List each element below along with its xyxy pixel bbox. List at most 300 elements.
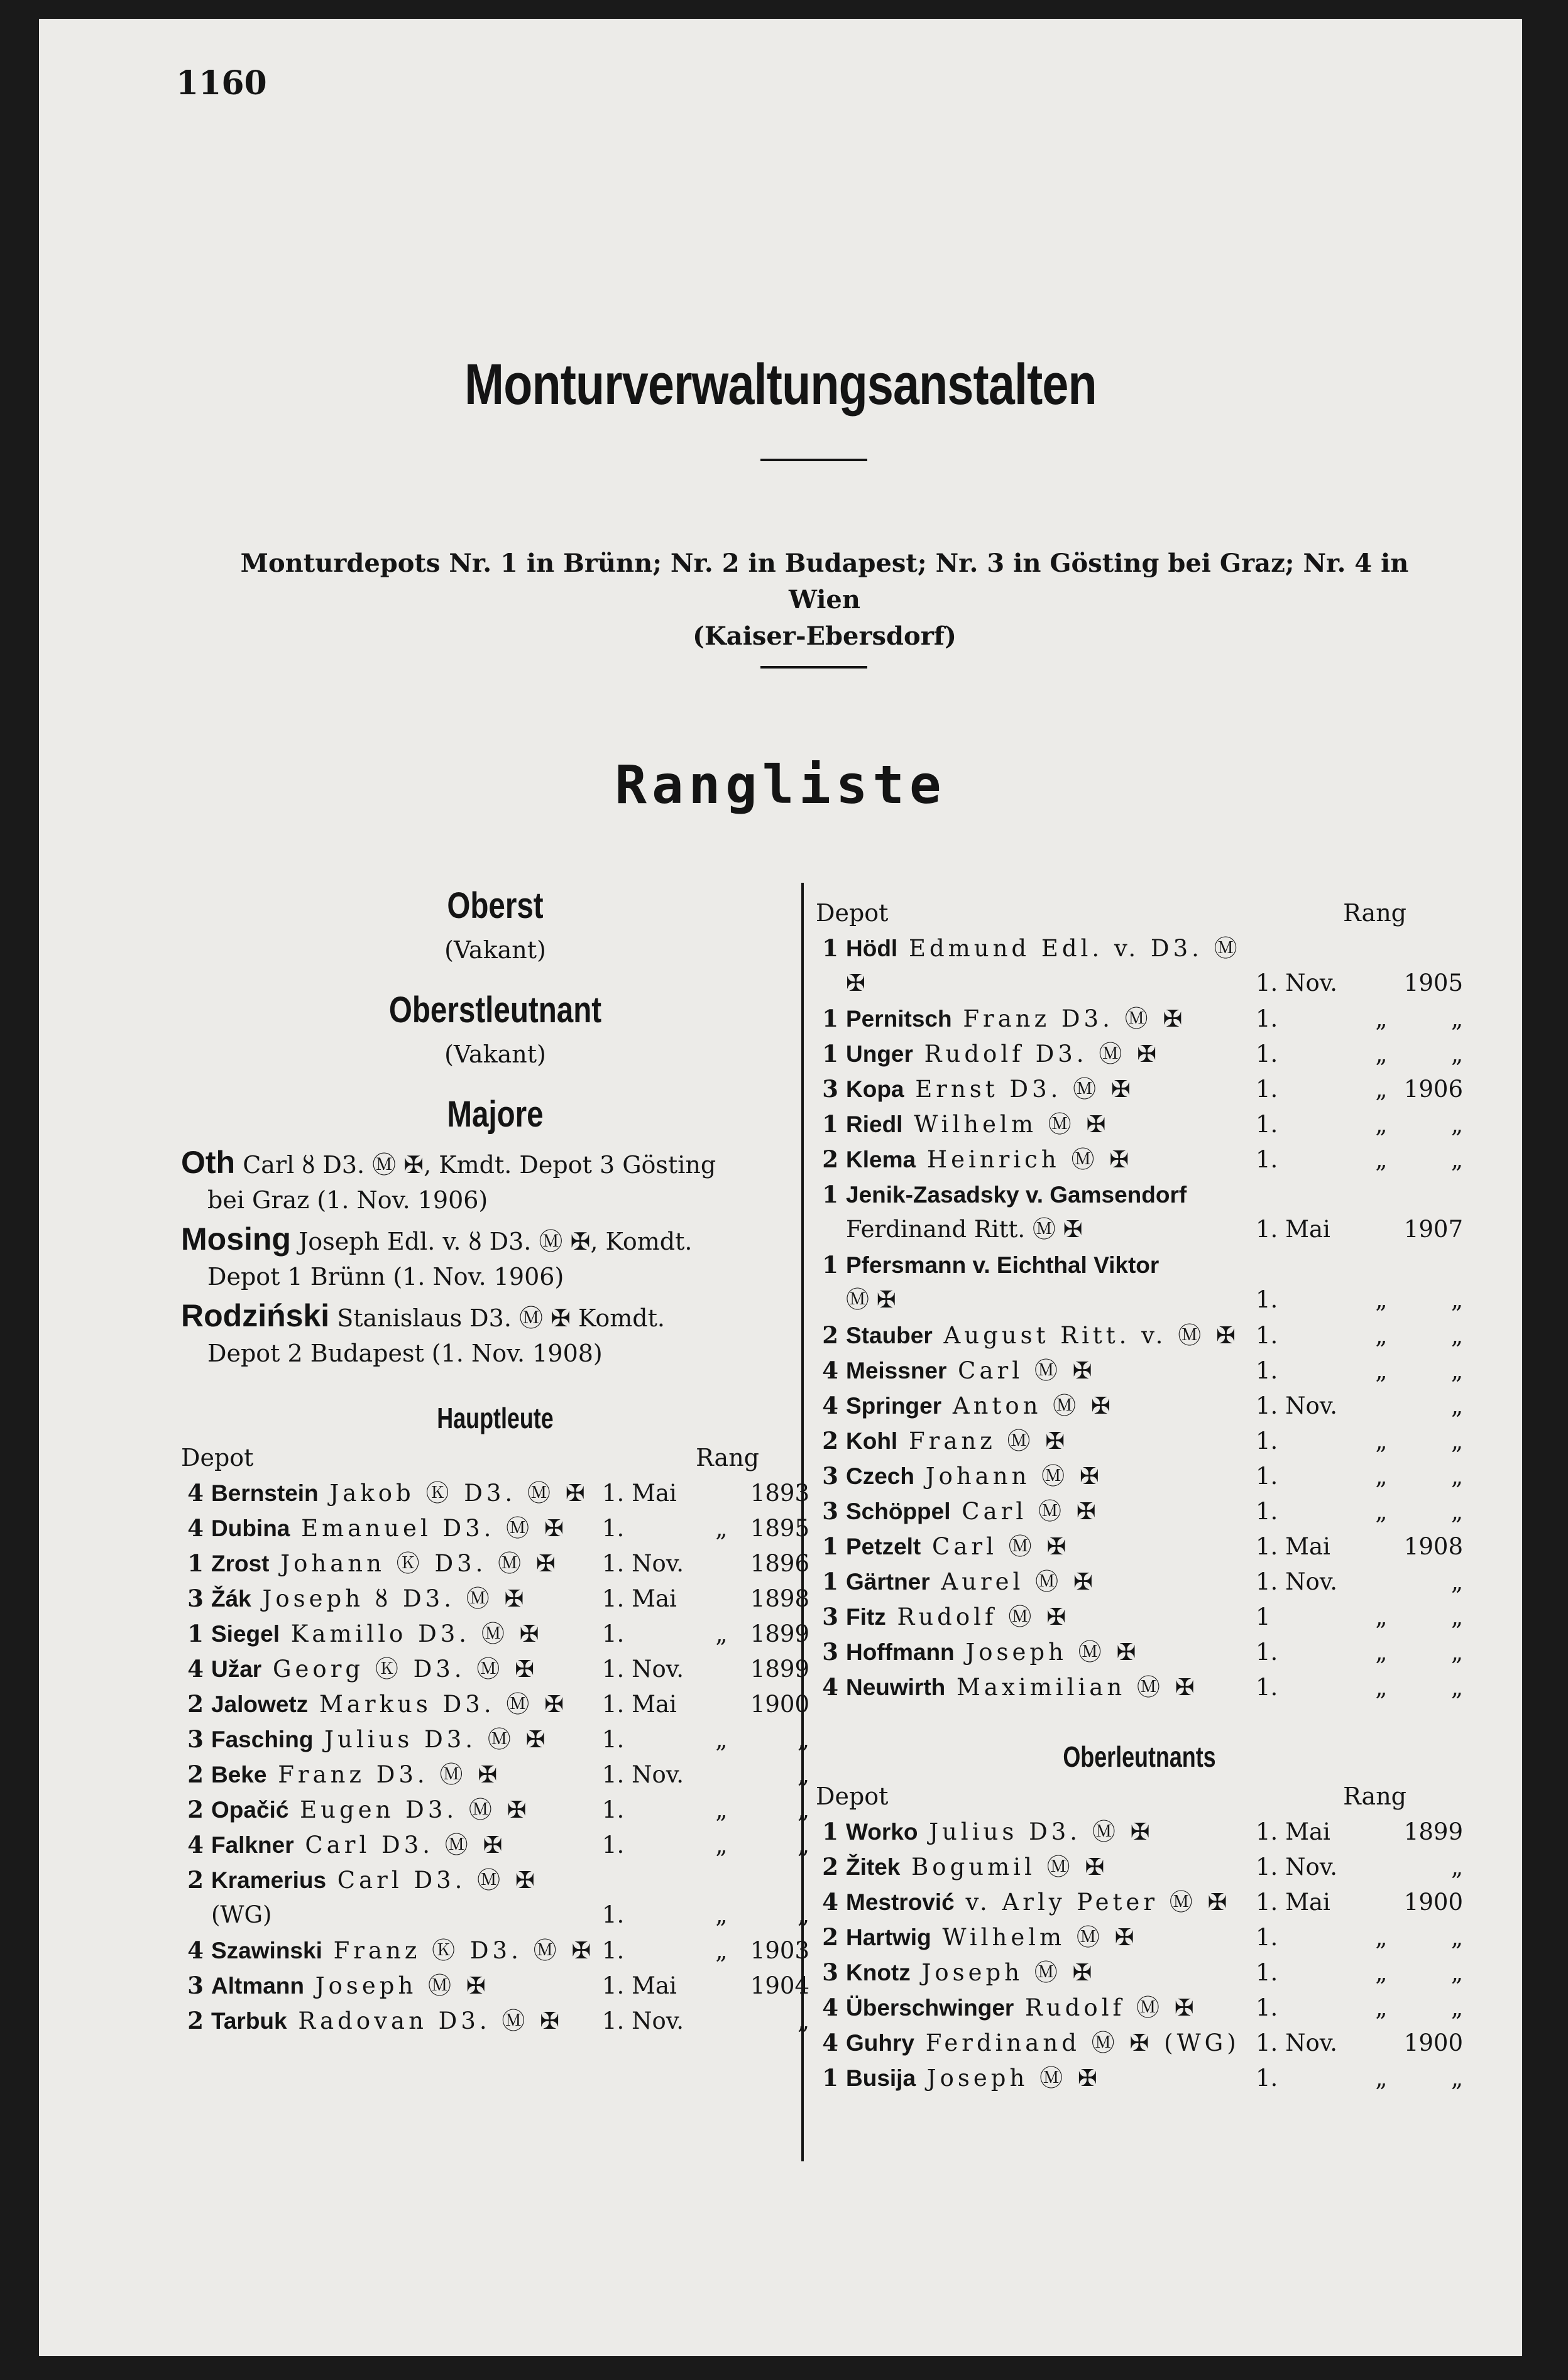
- officer-details: Wilhelm Ⓜ ✠: [931, 1924, 1138, 1951]
- officer-surname: Jalowetz: [211, 1691, 309, 1717]
- officer-surname: Zrost: [211, 1551, 270, 1576]
- ditto-mark: „: [1375, 1924, 1388, 1951]
- ditto-mark: „: [1375, 1146, 1388, 1173]
- rank-year: 1900: [1403, 1889, 1463, 1916]
- ditto-mark: „: [715, 1620, 728, 1647]
- rank-year: „: [797, 2007, 809, 2034]
- depot-number: 2: [187, 1866, 204, 1894]
- officer-surname: Szawinski: [211, 1938, 322, 1963]
- officer-details: Wilhelm Ⓜ ✠: [902, 1111, 1110, 1138]
- depot-number: 4: [822, 1356, 838, 1384]
- rank-date: 1. Mai: [602, 1480, 677, 1507]
- list-item: [816, 1036, 1463, 1071]
- officer-surname: Worko: [846, 1819, 918, 1845]
- list-item: [816, 1458, 1463, 1493]
- ditto-mark: „: [1375, 1111, 1388, 1138]
- officer-details: Rudolf D3. Ⓜ ✠: [913, 1040, 1161, 1067]
- page-title: Monturverwaltungsanstalten: [464, 352, 1097, 417]
- majore-list: [181, 1145, 809, 1371]
- continuation-text: Ⓜ ✠: [846, 1286, 896, 1313]
- depot-header: Depot: [816, 899, 889, 927]
- ditto-mark: „: [1375, 1639, 1388, 1666]
- list-item: [816, 1423, 1463, 1458]
- officer-name: [846, 1318, 1256, 1353]
- depot-number: 4: [187, 1479, 204, 1507]
- list-item-continuation: [816, 966, 1463, 1001]
- officer-name: [846, 1990, 1256, 2026]
- rank-year: „: [1450, 1853, 1463, 1881]
- officer-name: [211, 1933, 602, 1968]
- officer-details: Heinrich Ⓜ ✠: [916, 1146, 1133, 1173]
- list-item: [816, 1318, 1463, 1353]
- list-item: [181, 1616, 809, 1651]
- rank-date: 1.: [1256, 2065, 1278, 2092]
- depot-number: 4: [822, 1994, 838, 2021]
- officer-details: Joseph ȣ D3. Ⓜ ✠: [251, 1585, 528, 1612]
- rank-date: 1. Mai: [1256, 1889, 1330, 1916]
- officer-surname: Dubina: [211, 1515, 290, 1541]
- officer-details: Joseph Ⓜ ✠: [954, 1639, 1140, 1666]
- list-item: [181, 1933, 809, 1968]
- rank-year: „: [1450, 1040, 1463, 1067]
- rank-date: 1. Nov.: [1256, 1568, 1337, 1595]
- rank-date: 1.: [602, 1620, 625, 1647]
- rank-date: 1. Mai: [602, 1585, 677, 1612]
- officer-surname: Altmann: [211, 1973, 304, 1999]
- rank-year: „: [1450, 1603, 1463, 1630]
- depot-number: 1: [187, 1620, 204, 1647]
- officer-details: Rudolf Ⓜ ✠: [885, 1603, 1070, 1630]
- rank-year: 1905: [1403, 969, 1463, 996]
- officer-name: [846, 1353, 1256, 1389]
- depot-number: 4: [187, 1936, 204, 1964]
- officer-surname: Kohl: [846, 1428, 898, 1454]
- rank-date: 1.: [602, 1937, 625, 1964]
- hauptleute-continued-list: [816, 931, 1463, 1705]
- rank-year: 1900: [1403, 2029, 1463, 2056]
- ditto-mark: „: [1375, 1498, 1388, 1525]
- major-details: Carl ȣ D3. Ⓜ ✠, Kmdt. Depot 3 Gösting: [243, 1151, 716, 1179]
- depot-number: 3: [822, 1462, 838, 1490]
- rank-date: 1. Nov.: [1256, 2029, 1337, 2056]
- ditto-mark: „: [715, 1901, 728, 1928]
- rank-year: 1900: [750, 1691, 809, 1718]
- oberstleutnant-note: (Vakant): [444, 1040, 546, 1068]
- rank-year: „: [1450, 1427, 1463, 1455]
- depot-number: 2: [187, 2007, 204, 2034]
- officer-surname: Schöppel: [846, 1498, 951, 1524]
- rank-date: 1.: [1256, 1357, 1278, 1384]
- list-item: [816, 2025, 1463, 2060]
- officer-name: [846, 1459, 1256, 1494]
- officer-surname: Tarbuk: [211, 2008, 287, 2034]
- depot-number: 3: [187, 1585, 204, 1612]
- rank-year: 1893: [750, 1480, 809, 1507]
- right-column: [816, 895, 1463, 2095]
- depot-number: 2: [187, 1796, 204, 1823]
- oberst-heading: Oberst: [447, 885, 544, 926]
- officer-details: August Ritt. v. Ⓜ ✠: [932, 1322, 1239, 1349]
- list-item: [816, 1142, 1463, 1177]
- rank-date: 1.: [1256, 1674, 1278, 1701]
- officer-name: [211, 1863, 602, 1898]
- rank-date: 1.: [602, 1901, 625, 1928]
- right-column-header: [816, 895, 1463, 931]
- rank-year: 1898: [750, 1585, 809, 1612]
- list-item: [816, 1001, 1463, 1036]
- ditto-mark: „: [1375, 1427, 1388, 1455]
- list-item: [181, 1722, 809, 1757]
- officer-details: Eugen D3. Ⓜ ✠: [288, 1796, 530, 1823]
- list-item: [816, 1564, 1463, 1599]
- rank-year: „: [1450, 1959, 1463, 1986]
- depot-number: 4: [187, 1514, 204, 1542]
- rank-date: 1.: [1256, 1924, 1278, 1951]
- list-item: [181, 1968, 809, 2003]
- rank-year: „: [797, 1726, 809, 1753]
- depot-number: 1: [822, 1818, 838, 1845]
- officer-surname: Springer: [846, 1393, 942, 1419]
- ditto-mark: „: [1375, 1674, 1388, 1701]
- rank-date: 1. Nov.: [602, 1550, 684, 1577]
- ditto-mark: „: [1375, 1040, 1388, 1067]
- officer-surname: Siegel: [211, 1621, 280, 1647]
- officer-details: Franz D3. Ⓜ ✠: [951, 1005, 1187, 1032]
- rank-year: 1896: [750, 1550, 809, 1577]
- rank-date: 1.: [1256, 1322, 1278, 1349]
- officer-name: [211, 1968, 602, 2004]
- list-item: [816, 1955, 1463, 1990]
- officer-surname: Opačić: [211, 1797, 289, 1823]
- rank-year: „: [1450, 1357, 1463, 1384]
- depot-number: 1: [822, 934, 838, 962]
- oberstleutnant-heading: Oberstleutnant: [388, 990, 602, 1030]
- list-item: [181, 1686, 809, 1722]
- depot-number: 1: [822, 1532, 838, 1560]
- oberst-note: (Vakant): [444, 936, 546, 964]
- depot-number: 2: [187, 1760, 204, 1788]
- rank-year: „: [1450, 1146, 1463, 1173]
- rank-date: 1.: [1256, 1005, 1278, 1032]
- officer-surname: Guhry: [846, 2030, 914, 2056]
- major-entry: [181, 1298, 809, 1371]
- officer-details: Ernst D3. Ⓜ ✠: [904, 1076, 1134, 1103]
- officer-name: [211, 1687, 602, 1722]
- ditto-mark: „: [1375, 1603, 1388, 1630]
- rank-date: 1. Mai: [1256, 1533, 1330, 1560]
- depot-number: 4: [187, 1655, 204, 1683]
- officer-name: [846, 1248, 1256, 1283]
- officer-details: Bogumil Ⓜ ✠: [900, 1853, 1109, 1881]
- depot-number: 1: [822, 1251, 838, 1279]
- officer-details: Joseph Ⓜ ✠: [916, 2065, 1101, 2092]
- list-item: [816, 1529, 1463, 1564]
- list-item: [181, 1792, 809, 1827]
- rang-header: Rang: [696, 1444, 759, 1471]
- rank-year: „: [797, 1831, 809, 1859]
- rank-date: 1.: [602, 1726, 625, 1753]
- rang-header: Rang: [1343, 899, 1406, 927]
- rank-year: „: [1450, 1286, 1463, 1313]
- rank-date: 1.: [1256, 1639, 1278, 1666]
- officer-name: [846, 1670, 1256, 1705]
- list-item: [816, 1493, 1463, 1529]
- rank-year: „: [1450, 1924, 1463, 1951]
- rank-date: 1.: [602, 1515, 625, 1542]
- ditto-mark: „: [715, 1515, 728, 1542]
- depot-number: 1: [822, 1040, 838, 1067]
- list-item: [816, 1919, 1463, 1955]
- officer-name: [211, 1581, 602, 1617]
- officer-surname: Neuwirth: [846, 1674, 946, 1700]
- ditto-mark: „: [1375, 1322, 1388, 1349]
- depot-number: 3: [822, 1497, 838, 1525]
- major-details: Stanislaus D3. Ⓜ ✠ Komdt.: [337, 1304, 665, 1332]
- rank-date: 1. Nov.: [602, 1761, 684, 1788]
- ditto-mark: „: [1375, 1286, 1388, 1313]
- officer-surname: Užar: [211, 1656, 262, 1682]
- officer-name: [846, 1564, 1256, 1600]
- officer-name: [846, 1037, 1256, 1072]
- officer-details: Joseph Ⓜ ✠: [304, 1972, 490, 1999]
- officer-details: Franz Ⓜ ✠: [897, 1427, 1069, 1455]
- rangliste-heading: Rangliste: [615, 754, 946, 816]
- depot-number: 4: [822, 1673, 838, 1701]
- rank-year: 1899: [1403, 1818, 1463, 1845]
- major-entry-line: [181, 1298, 809, 1336]
- major-entry-line: Depot 2 Budapest (1. Nov. 1908): [207, 1340, 603, 1367]
- list-item-continuation: [181, 1897, 809, 1933]
- depot-number: 1: [822, 1110, 838, 1138]
- continuation-text: (WG): [211, 1901, 272, 1928]
- officer-details: v. Arly Peter Ⓜ ✠: [954, 1889, 1231, 1916]
- officer-surname: Falkner: [211, 1832, 294, 1858]
- officer-surname: Kopa: [846, 1076, 904, 1102]
- rank-date: 1.: [1256, 1463, 1278, 1490]
- rank-year: „: [1450, 1463, 1463, 1490]
- depot-number: 1: [822, 2064, 838, 2092]
- rank-year: 1904: [750, 1972, 809, 1999]
- rank-year: „: [1450, 1498, 1463, 1525]
- officer-name: [846, 1494, 1256, 1529]
- major-entry-line: [181, 1145, 809, 1182]
- rank-year: „: [1450, 1674, 1463, 1701]
- officer-surname: Klema: [846, 1147, 916, 1172]
- depot-number: 1: [822, 1568, 838, 1595]
- major-entry: [181, 1145, 809, 1218]
- list-item: [816, 931, 1463, 966]
- rank-year: 1895: [750, 1515, 809, 1542]
- ditto-mark: „: [715, 1796, 728, 1823]
- officer-name: [846, 1955, 1256, 1990]
- officer-surname: Žitek: [846, 1854, 901, 1880]
- officer-name: [846, 1072, 1256, 1107]
- officer-name: [211, 1722, 602, 1757]
- depot-number: 2: [822, 1853, 838, 1881]
- divider: [760, 666, 867, 669]
- rang-header: Rang: [1343, 1782, 1406, 1810]
- officer-details: Ferdinand Ⓜ ✠ (WG): [914, 2029, 1240, 2056]
- officer-name: [846, 1815, 1256, 1850]
- rank-date: 1. Mai: [1256, 1216, 1330, 1243]
- depot-number: 4: [822, 2029, 838, 2056]
- officer-surname: Kramerius: [211, 1867, 327, 1893]
- page-number: 1160: [176, 64, 267, 102]
- oberleutnants-list: [816, 1814, 1463, 2095]
- depot-number: 3: [822, 1638, 838, 1666]
- list-item: [816, 1669, 1463, 1705]
- officer-surname: Bernstein: [211, 1480, 319, 1506]
- rank-date: 1. Nov.: [1256, 1853, 1337, 1881]
- depot-number: 1: [822, 1005, 838, 1032]
- list-item: [816, 1884, 1463, 1919]
- officer-surname: Pernitsch: [846, 1006, 952, 1032]
- depot-number: 4: [822, 1392, 838, 1419]
- officer-details: Radovan D3. Ⓜ ✠: [287, 2007, 564, 2034]
- depot-number: 3: [822, 1075, 838, 1103]
- major-surname: Oth: [181, 1145, 236, 1180]
- document-page: [39, 19, 1522, 2356]
- officer-details: Joseph Ⓜ ✠: [910, 1959, 1096, 1986]
- ditto-mark: „: [1375, 1357, 1388, 1384]
- officer-name: [846, 1107, 1256, 1142]
- officer-details: Anton Ⓜ ✠: [941, 1392, 1114, 1419]
- officer-surname: Pfersmann v. Eichthal Viktor: [846, 1252, 1160, 1278]
- rank-year: 1899: [750, 1620, 809, 1647]
- rank-date: 1.: [1256, 1146, 1278, 1173]
- list-item: [816, 2060, 1463, 2095]
- officer-surname: Knotz: [846, 1960, 911, 1985]
- officer-details: Georg Ⓚ D3. Ⓜ ✠: [261, 1656, 539, 1683]
- officer-name: [846, 1424, 1256, 1459]
- subtitle-line-2: (Kaiser-Ebersdorf): [693, 621, 957, 651]
- officer-name: [211, 1546, 602, 1581]
- hauptleute-column-header: [181, 1440, 809, 1475]
- ditto-mark: „: [715, 1831, 728, 1859]
- depot-number: 3: [822, 1603, 838, 1630]
- officer-details: Kamillo D3. Ⓜ ✠: [280, 1620, 543, 1647]
- officer-name: [846, 2026, 1256, 2061]
- rank-year: „: [1450, 1322, 1463, 1349]
- officer-name: [846, 1920, 1256, 1955]
- list-item: [816, 1106, 1463, 1142]
- officer-name: [211, 2004, 602, 2039]
- rank-date: 1.: [602, 1831, 625, 1859]
- rank-year: 1903: [750, 1937, 809, 1964]
- divider: [760, 459, 867, 461]
- rank-year: „: [1450, 1994, 1463, 2021]
- ditto-mark: „: [1375, 1959, 1388, 1986]
- officer-surname: Fasching: [211, 1727, 314, 1752]
- officer-details: Maximilian Ⓜ ✠: [945, 1674, 1198, 1701]
- rank-date: 1. Mai: [602, 1691, 677, 1718]
- rank-date: 1. Nov.: [1256, 1392, 1337, 1419]
- oberleutnants-heading: Oberleutnants: [1063, 1740, 1216, 1773]
- ditto-mark: „: [1375, 1005, 1388, 1032]
- officer-name: [211, 1652, 602, 1687]
- rank-year: „: [1450, 1005, 1463, 1032]
- depot-number: 2: [822, 1923, 838, 1951]
- list-item: [816, 1814, 1463, 1849]
- list-item: [181, 1862, 809, 1897]
- subtitle-line-1: Monturdepots Nr. 1 in Brünn; Nr. 2 in Budapest; Nr. 3 in Gösting bei Graz; Nr. 4 in Wien: [240, 549, 1409, 614]
- ditto-mark: „: [1375, 1463, 1388, 1490]
- hauptleute-heading: Hauptleute: [437, 1402, 554, 1434]
- list-item: [816, 1388, 1463, 1423]
- ditto-mark: „: [1375, 1994, 1388, 2021]
- rank-date: 1. Mai: [602, 1972, 677, 1999]
- rank-date: 1.: [1256, 1427, 1278, 1455]
- depot-number: 2: [822, 1145, 838, 1173]
- rank-year: 1906: [1403, 1076, 1463, 1103]
- officer-details: Carl D3. Ⓜ ✠: [326, 1867, 539, 1894]
- officer-details: Franz D3. Ⓜ ✠: [266, 1761, 502, 1788]
- oberleutnants-column-header: [816, 1779, 1463, 1814]
- officer-surname: Meissner: [846, 1358, 947, 1384]
- rank-year: „: [1450, 1111, 1463, 1138]
- rank-date: 1.: [1256, 1286, 1278, 1313]
- list-item: [181, 1757, 809, 1792]
- officer-details: Rudolf Ⓜ ✠: [1014, 1994, 1198, 2021]
- officer-surname: Stauber: [846, 1323, 933, 1348]
- depot-number: 1: [822, 1181, 838, 1208]
- depot-header: Depot: [816, 1782, 889, 1810]
- rank-date: 1.: [1256, 1111, 1278, 1138]
- depot-number: 1: [187, 1549, 204, 1577]
- officer-name: [846, 1885, 1256, 1920]
- major-entry: [181, 1221, 809, 1294]
- rank-date: 1. Nov.: [602, 2007, 684, 2034]
- list-item: [816, 1071, 1463, 1106]
- depot-number: 3: [187, 1972, 204, 1999]
- rank-year: „: [797, 1901, 809, 1928]
- list-item-continuation: [816, 1282, 1463, 1318]
- officer-name: [846, 1635, 1256, 1670]
- major-entry-line: Depot 1 Brünn (1. Nov. 1906): [207, 1263, 564, 1291]
- list-item: [816, 1634, 1463, 1669]
- rank-year: 1907: [1403, 1216, 1463, 1243]
- depot-header: Depot: [181, 1444, 254, 1471]
- officer-details: Carl Ⓜ ✠: [950, 1498, 1100, 1525]
- officer-details: Aurel Ⓜ ✠: [929, 1568, 1097, 1595]
- hauptleute-list: [181, 1475, 809, 2038]
- major-surname: Mosing: [181, 1221, 291, 1257]
- officer-name: [846, 1002, 1256, 1037]
- depot-number: 2: [822, 1321, 838, 1349]
- officer-name: [846, 1529, 1256, 1564]
- officer-name: [211, 1476, 602, 1511]
- depot-number: 3: [822, 1958, 838, 1986]
- list-item: [816, 1849, 1463, 1884]
- officer-surname: Beke: [211, 1762, 267, 1788]
- officer-surname: Hartwig: [846, 1924, 931, 1950]
- officer-details: Carl D3. Ⓜ ✠: [293, 1831, 507, 1859]
- officer-surname: Gärtner: [846, 1569, 930, 1595]
- major-details: Joseph Edl. v. ȣ D3. Ⓜ ✠, Komdt.: [299, 1228, 693, 1255]
- left-column: [181, 880, 809, 2038]
- officer-name: [846, 1850, 1256, 1885]
- depot-number: 3: [187, 1725, 204, 1753]
- rank-year: „: [1450, 1568, 1463, 1595]
- list-item: [816, 1177, 1463, 1212]
- officer-surname: Riedl: [846, 1111, 903, 1137]
- list-item: [816, 1353, 1463, 1388]
- rank-year: 1899: [750, 1656, 809, 1683]
- list-item: [816, 1599, 1463, 1634]
- officer-surname: Jenik-Zasadsky v. Gamsendorf: [846, 1182, 1187, 1208]
- major-entry-line: [181, 1221, 809, 1259]
- officer-details: Carl Ⓜ ✠: [921, 1533, 1070, 1560]
